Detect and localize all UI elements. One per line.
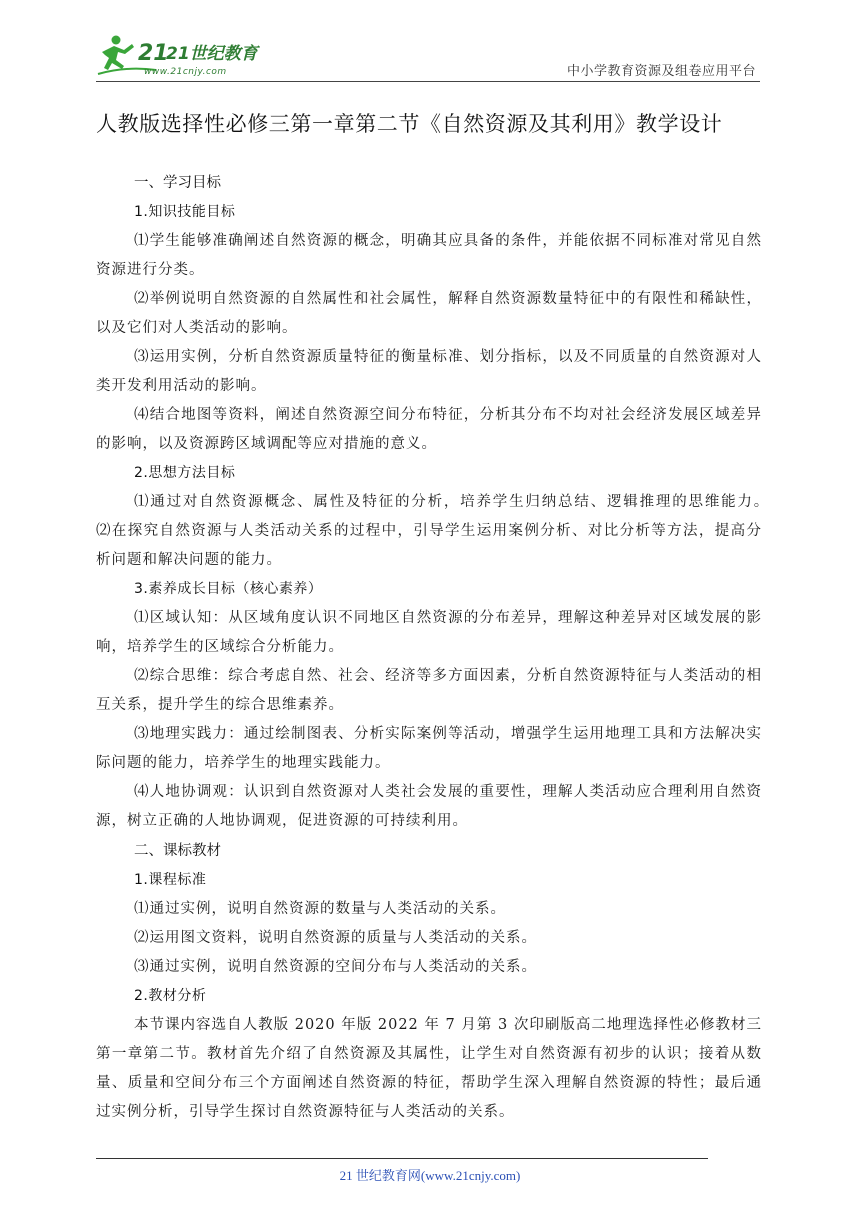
paragraph: ⑴通过实例，说明自然资源的数量与人类活动的关系。 [134, 901, 506, 917]
section-heading: 二、课标教材 [134, 843, 221, 859]
subsection-heading: 3.素养成长目标（核心素养） [134, 581, 323, 597]
paragraph: ⑷人地协调观：认识到自然资源对人类社会发展的重要性，理解人类活动应合理利用自然资源，树立正确的人地协调观，促进资源的可持续利用。 [96, 784, 762, 829]
paragraph: ⑶通过实例，说明自然资源的空间分布与人类活动的关系。 [134, 959, 537, 975]
paragraph: ⑷结合地图等资料，阐述自然资源空间分布特征，分析其分布不均对社会经济发展区域差异的影响，以及资源跨区域调配等应对措施的意义。 [96, 407, 762, 452]
logo-21cnjy [96, 30, 266, 80]
paragraph: ⑶运用实例，分析自然资源质量特征的衡量标准、划分指标，以及不同质量的自然资源对人类开发利用活动的影响。 [96, 349, 762, 394]
platform-name: 中小学教育资源及组卷应用平台 [566, 64, 756, 79]
paragraph: ⑵运用图文资料，说明自然资源的质量与人类活动的关系。 [134, 930, 537, 946]
header-divider [96, 81, 760, 82]
paragraph: 本节课内容选自人教版 2020 年版 2022 年 7 月第 3 次印刷版高二地理选择性必修教材三第一章第二节。教材首先介绍了自然资源及其属性，让学生对自然资源有初步的认识；接着从数量、质量和空间分布三个方面阐述自然资源的特征，帮助学生深入理解自然资源的特性；最后通过实例分析，引导学生探讨自然资源特征与人类活动的关系。 [96, 1017, 762, 1120]
document-body [96, 168, 793, 1127]
paragraph: ⑴学生能够准确阐述自然资源的概念，明确其应具备的条件，并能依据不同标准对常见自然资源进行分类。 [96, 233, 762, 278]
document-title: 人教版选择性必修三第一章第二节《自然资源及其利用》教学设计 [96, 112, 723, 136]
logo-url: www.21cnjy.com [144, 67, 227, 77]
logo-text: 21世纪教育 [166, 44, 258, 64]
subsection-heading: 1.课程标准 [134, 872, 207, 888]
page-header [96, 26, 760, 86]
subsection-heading: 1.知识技能目标 [134, 204, 236, 220]
paragraph: ⑴区域认知：从区域角度认识不同地区自然资源的分布差异，理解这种差异对区域发展的影响，培养学生的区域综合分析能力。 [96, 610, 762, 655]
paragraph: ⑵综合思维：综合考虑自然、社会、经济等多方面因素，分析自然资源特征与人类活动的相互关系，提升学生的综合思维素养。 [96, 668, 762, 713]
paragraph: ⑵举例说明自然资源的自然属性和社会属性，解释自然资源数量特征中的有限性和稀缺性，以及它们对人类活动的影响。 [96, 291, 762, 336]
footer-link[interactable]: 21 世纪教育网(www.21cnjy.com) [339, 1168, 521, 1183]
svg-text:21: 21 [138, 41, 169, 66]
subsection-heading: 2.思想方法目标 [134, 465, 236, 481]
subsection-heading: 2.教材分析 [134, 988, 207, 1004]
paragraph: ⑴通过对自然资源概念、属性及特征的分析，培养学生归纳总结、逻辑推理的思维能力。 ⑵在探究自然资源与人类活动关系的过程中，引导学生运用案例分析、对比分析等方法，提高分析问题和解决问题的能力。 [96, 494, 793, 568]
footer-divider [96, 1158, 708, 1159]
section-heading: 一、学习目标 [134, 175, 221, 191]
paragraph: ⑶地理实践力：通过绘制图表、分析实际案例等活动，增强学生运用地理工具和方法解决实际问题的能力，培养学生的地理实践能力。 [96, 726, 762, 771]
